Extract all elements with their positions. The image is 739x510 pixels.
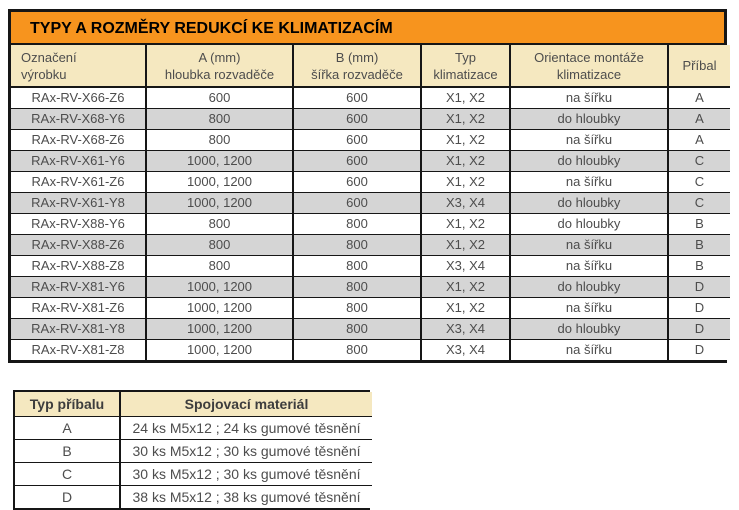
column-header-typ-pribalu: Typ příbalu [15,392,120,416]
cell-depth-a-mm: 1000, 1200 [146,319,293,340]
column-header-spojovaci-material: Spojovací materiál [120,392,372,416]
cell-depth-a-mm: 1000, 1200 [146,151,293,172]
column-header-typ-klimatizace [421,45,510,87]
cell-depth-a-mm: 800 [146,256,293,277]
cell-ac-type: X1, X2 [421,87,510,109]
table-row [11,340,730,361]
column-header-pribal [668,45,730,87]
cell-mount-orientation: na šířku [510,340,668,361]
header-line: Orientace montáže [534,49,644,65]
cell-product-code: RAx-RV-X61-Y8 [11,193,146,214]
cell-package-type: D [668,319,730,340]
table-row [15,416,372,439]
cell-product-code: RAx-RV-X68-Y6 [11,109,146,130]
cell-package-type: A [668,130,730,151]
cell-depth-a-mm: 600 [146,87,293,109]
cell-width-b-mm: 800 [293,298,421,319]
cell-product-code: RAx-RV-X88-Z6 [11,235,146,256]
cell-mount-orientation: do hloubky [510,277,668,298]
cell-package-type: B [15,439,120,462]
cell-ac-type: X1, X2 [421,172,510,193]
cell-width-b-mm: 800 [293,214,421,235]
cell-depth-a-mm: 1000, 1200 [146,277,293,298]
table-row [11,256,730,277]
cell-ac-type: X3, X4 [421,193,510,214]
cell-fastening-material: 30 ks M5x12 ; 30 ks gumové těsnění [120,439,372,462]
cell-product-code: RAx-RV-X81-Z6 [11,298,146,319]
cell-depth-a-mm: 800 [146,109,293,130]
cell-mount-orientation: na šířku [510,130,668,151]
accessory-table-grid [15,392,372,508]
cell-mount-orientation: do hloubky [510,319,668,340]
accessory-table [13,390,370,510]
cell-package-type: A [668,87,730,109]
table-row [11,193,730,214]
cell-package-type: C [668,193,730,214]
cell-package-type: D [668,277,730,298]
table-row [11,172,730,193]
header-line: šířka rozvaděče [311,66,403,82]
header-line: hloubka rozvaděče [164,66,275,82]
cell-package-type: D [668,298,730,319]
cell-depth-a-mm: 1000, 1200 [146,172,293,193]
cell-width-b-mm: 600 [293,172,421,193]
cell-ac-type: X3, X4 [421,319,510,340]
cell-depth-a-mm: 1000, 1200 [146,340,293,361]
header-line: Příbal [682,58,717,73]
cell-product-code: RAx-RV-X88-Z8 [11,256,146,277]
main-table-header-row [11,45,730,87]
cell-depth-a-mm: 800 [146,130,293,151]
header-line: Typ [455,49,476,65]
accessory-table-body [15,416,372,508]
cell-width-b-mm: 600 [293,151,421,172]
table-row [15,485,372,508]
cell-depth-a-mm: 1000, 1200 [146,193,293,214]
cell-mount-orientation: na šířku [510,256,668,277]
cell-product-code: RAx-RV-X61-Y6 [11,151,146,172]
cell-ac-type: X1, X2 [421,235,510,256]
cell-width-b-mm: 800 [293,235,421,256]
header-line: výrobku [21,66,67,82]
main-table-body [11,87,730,360]
cell-width-b-mm: 600 [293,130,421,151]
cell-depth-a-mm: 800 [146,235,293,256]
cell-ac-type: X3, X4 [421,340,510,361]
cell-mount-orientation: na šířku [510,298,668,319]
cell-ac-type: X1, X2 [421,109,510,130]
cell-package-type: A [15,416,120,439]
cell-width-b-mm: 600 [293,109,421,130]
cell-package-type: B [668,235,730,256]
column-header-a-mm [146,45,293,87]
accessory-table-header-row [15,392,372,416]
main-table-title: TYPY A ROZMĚRY REDUKCÍ KE KLIMATIZACÍM [11,12,724,45]
cell-package-type: A [668,109,730,130]
cell-mount-orientation: do hloubky [510,214,668,235]
cell-ac-type: X1, X2 [421,214,510,235]
cell-package-type: D [668,340,730,361]
cell-fastening-material: 38 ks M5x12 ; 38 ks gumové těsnění [120,485,372,508]
table-row [15,462,372,485]
table-row [11,87,730,109]
header-line: A (mm) [198,49,241,65]
cell-product-code: RAx-RV-X66-Z6 [11,87,146,109]
table-row [11,298,730,319]
cell-package-type: B [668,214,730,235]
column-header-oznaceni-vyrobku [11,45,146,87]
cell-mount-orientation: na šířku [510,235,668,256]
cell-mount-orientation: na šířku [510,172,668,193]
cell-fastening-material: 30 ks M5x12 ; 30 ks gumové těsnění [120,462,372,485]
cell-ac-type: X1, X2 [421,130,510,151]
table-row [15,439,372,462]
table-row [11,319,730,340]
cell-product-code: RAx-RV-X81-Y6 [11,277,146,298]
header-line: Označení [21,49,77,65]
column-header-b-mm [293,45,421,87]
table-row [11,109,730,130]
cell-width-b-mm: 800 [293,256,421,277]
header-line: B (mm) [335,49,379,65]
cell-width-b-mm: 800 [293,319,421,340]
table-row [11,235,730,256]
cell-width-b-mm: 600 [293,87,421,109]
table-row [11,151,730,172]
cell-ac-type: X3, X4 [421,256,510,277]
cell-width-b-mm: 800 [293,277,421,298]
cell-ac-type: X1, X2 [421,277,510,298]
cell-package-type: B [668,256,730,277]
cell-package-type: C [668,151,730,172]
main-table [8,9,727,363]
cell-mount-orientation: do hloubky [510,109,668,130]
header-line: klimatizace [433,66,498,82]
table-row [11,214,730,235]
cell-product-code: RAx-RV-X61-Z6 [11,172,146,193]
cell-ac-type: X1, X2 [421,151,510,172]
header-line: klimatizace [556,66,622,82]
cell-mount-orientation: do hloubky [510,151,668,172]
table-row [11,277,730,298]
cell-product-code: RAx-RV-X81-Y8 [11,319,146,340]
table-row [11,130,730,151]
cell-width-b-mm: 800 [293,340,421,361]
cell-fastening-material: 24 ks M5x12 ; 24 ks gumové těsnění [120,416,372,439]
cell-package-type: D [15,485,120,508]
cell-ac-type: X1, X2 [421,298,510,319]
column-header-orientace-montaze [510,45,668,87]
cell-width-b-mm: 600 [293,193,421,214]
cell-product-code: RAx-RV-X81-Z8 [11,340,146,361]
cell-mount-orientation: do hloubky [510,193,668,214]
cell-depth-a-mm: 1000, 1200 [146,298,293,319]
main-table-grid [11,45,730,360]
cell-product-code: RAx-RV-X68-Z6 [11,130,146,151]
cell-package-type: C [668,172,730,193]
cell-depth-a-mm: 800 [146,214,293,235]
cell-mount-orientation: na šířku [510,87,668,109]
cell-product-code: RAx-RV-X88-Y6 [11,214,146,235]
cell-package-type: C [15,462,120,485]
